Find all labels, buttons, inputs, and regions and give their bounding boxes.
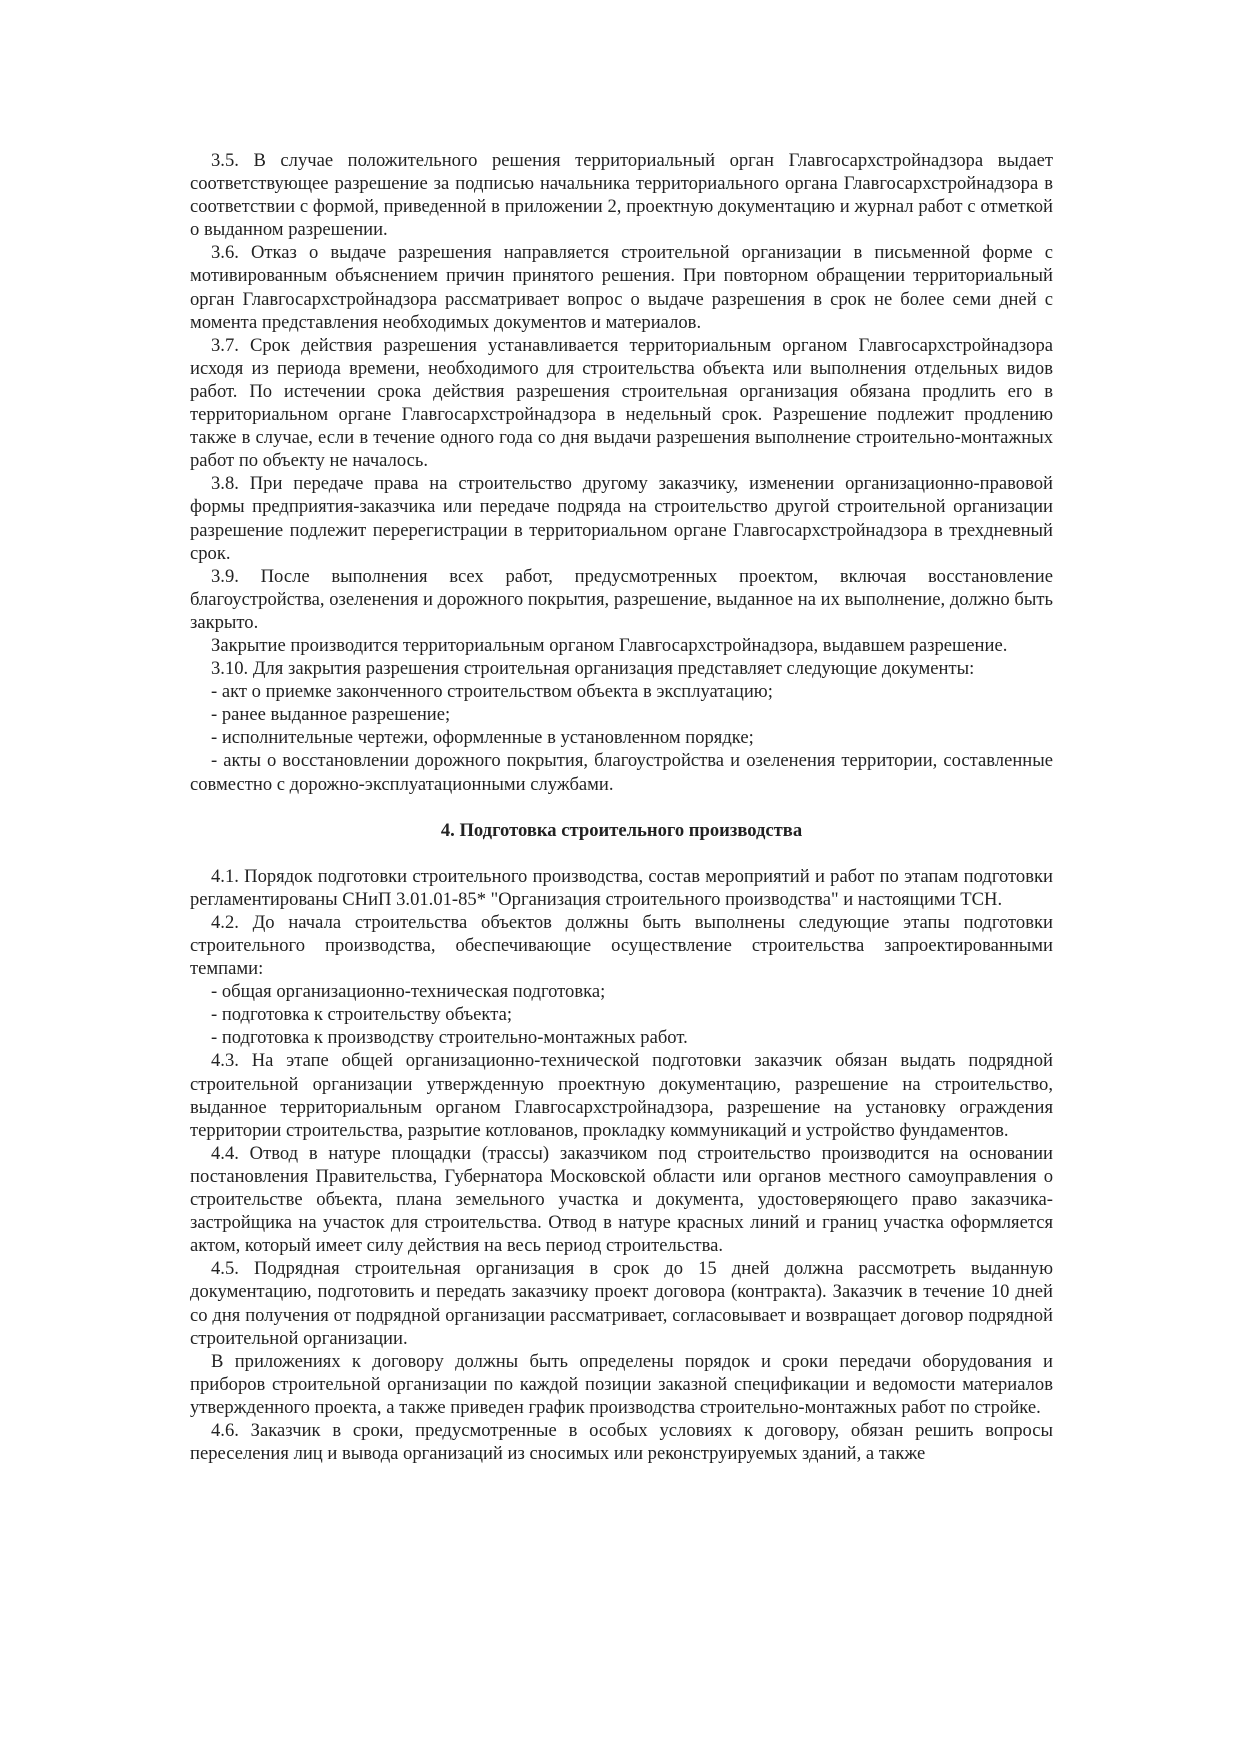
list-item: - акт о приемке законченного строительством объекта в эксплуатацию;: [211, 681, 773, 703]
paragraph-4-2: 4.2. До начала строительства объектов должны быть выполнены следующие этапы подготовки строительного производства, обеспечивающие осуществление строительства запроектированными темпами:: [190, 911, 1053, 980]
list-item: - подготовка к строительству объекта;: [211, 1004, 512, 1026]
list-item: - исполнительные чертежи, оформленные в установленном порядке;: [211, 727, 754, 749]
paragraph-3-5: 3.5. В случае положительного решения территориальный орган Главгосархстройнадзора выдает соответствующее разрешение за подписью начальника территориального органа Главгосархстройнадзора в соответствии с формой, приведенной в приложении 2, проектную документацию и журнал работ с отметкой о выданном разрешении.: [190, 150, 1053, 241]
paragraph-closure: Закрытие производится территориальным органом Главгосархстройнадзора, выдавшем разрешение.: [211, 634, 1008, 656]
paragraph-4-4: 4.4. Отвод в натуре площадки (трассы) заказчиком под строительство производится на основании постановления Правительства, Губернатора Московской области или органов местного самоуправления о строительстве объекта, плана земельного участка и документа, удостоверяющего право заказчика-застройщика на участок для строительства. Отвод в натуре красных линий и границ участка оформляется актом, который имеет силу действия на весь период строительства.: [190, 1142, 1053, 1257]
list-item: - подготовка к производству строительно-монтажных работ.: [211, 1027, 688, 1049]
paragraph-3-8: 3.8. При передаче права на строительство другому заказчику, изменении организационно-правовой формы предприятия-заказчика или передаче подряда на строительство другой строительной организации разрешение подлежит перерегистрации в территориальном органе Главгосархстройнадзора в трехдневный срок.: [190, 473, 1053, 564]
paragraph-4-1: 4.1. Порядок подготовки строительного производства, состав мероприятий и работ по этапам подготовки регламентированы СНиП 3.01.01-85* "Организация строительного производства" и настоящими ТСН.: [190, 865, 1053, 910]
paragraph-4-5: 4.5. Подрядная строительная организация в срок до 15 дней должна рассмотреть выданную документацию, подготовить и передать заказчику проект договора (контракта). Заказчик в течение 10 дней со дня получения от подрядной организации рассматривает, согласовывает и возвращает договор подрядной строительной организации.: [190, 1258, 1053, 1349]
list-item: - общая организационно-техническая подготовка;: [211, 981, 606, 1003]
list-item: - акты о восстановлении дорожного покрытия, благоустройства и озеленения территории, составленные совместно с дорожно-эксплуатационными службами.: [190, 750, 1053, 795]
paragraph-4-3: 4.3. На этапе общей организационно-технической подготовки заказчик обязан выдать подрядной строительной организации утвержденную проектную документацию, разрешение на строительство, выданное территориальным органом Главгосархстройнадзора, разрешение на установку ограждения территории строительства, разрытие котлованов, прокладку коммуникаций и устройство фундаментов.: [190, 1050, 1053, 1141]
paragraph-3-6: 3.6. Отказ о выдаче разрешения направляется строительной организации в письменной форме с мотивированным объяснением причин принятого решения. При повторном обращении территориальный орган Главгосархстройнадзора рассматривает вопрос о выдаче разрешения в срок не более семи дней с момента представления необходимых документов и материалов.: [190, 242, 1053, 333]
paragraph-appendix: В приложениях к договору должны быть определены порядок и сроки передачи оборудования и приборов строительной организации по каждой позиции заказной спецификации и ведомости материалов утвержденного проекта, а также приведен график производства строительно-монтажных работ по стройке.: [190, 1350, 1053, 1418]
document-page: [190, 149, 1053, 1465]
paragraph-3-9: 3.9. После выполнения всех работ, предусмотренных проектом, включая восстановление благоустройства, озеленения и дорожного покрытия, разрешение, выданное на их выполнение, должно быть закрыто.: [190, 565, 1053, 633]
paragraph-4-6: 4.6. Заказчик в сроки, предусмотренные в особых условиях к договору, обязан решить вопросы переселения лиц и вывода организаций из сносимых или реконструируемых зданий, а также: [190, 1419, 1053, 1465]
list-item: - ранее выданное разрешение;: [211, 704, 451, 726]
paragraph-3-10: 3.10. Для закрытия разрешения строительная организация представляет следующие документы:: [211, 658, 975, 680]
section-heading: 4. Подготовка строительного производства: [440, 819, 803, 841]
paragraph-3-7: 3.7. Срок действия разрешения устанавливается территориальным органом Главгосархстройнадзора исходя из периода времени, необходимого для строительства объекта или выполнения отдельных видов работ. По истечении срока действия разрешения строительная организация обязана продлить его в территориальном органе Главгосархстройнадзора в недельный срок. Разрешение подлежит продлению также в случае, если в течение одного года со дня выдачи разрешения выполнение строительно-монтажных работ по объекту не началось.: [190, 334, 1053, 472]
